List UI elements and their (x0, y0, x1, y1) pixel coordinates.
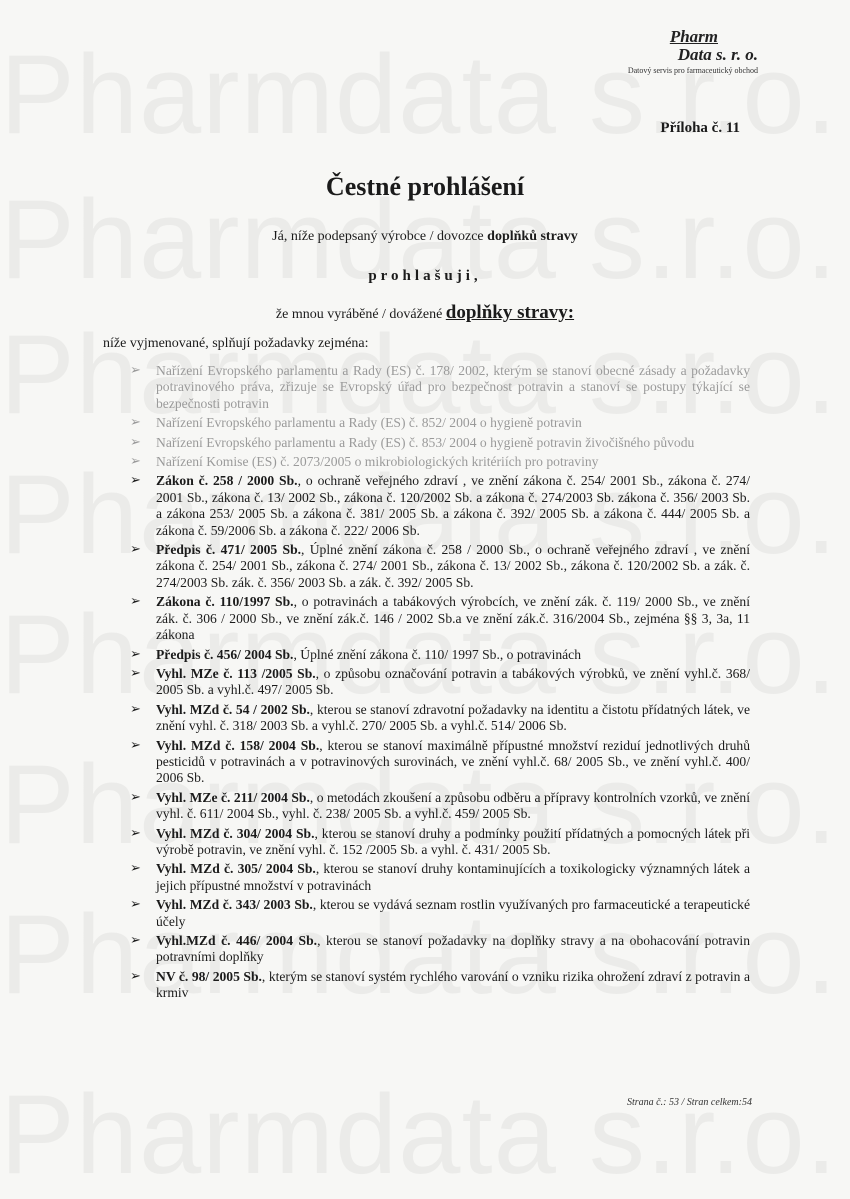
legal-item-text: Nařízení Evropského parlamentu a Rady (ES) č. 852/ 2004 o hygieně potravin (156, 415, 582, 431)
legal-item (130, 542, 750, 591)
legal-item-citation: Zákon č. 258 / 2000 Sb. (156, 473, 298, 489)
arrow-bullet-icon: ➢ (130, 861, 141, 877)
legal-item-text: Nařízení Evropského parlamentu a Rady (ES) č. 853/ 2004 o hygieně potravin živočišného původu (156, 434, 695, 450)
legal-item (130, 826, 750, 859)
legal-item-citation: Vyhl. MZd č. 54 / 2002 Sb. (156, 701, 310, 717)
legal-item (130, 415, 750, 431)
legal-item-text: Nařízení Komise (ES) č. 2073/2005 o mikrobiologických kritériích pro potraviny (156, 454, 599, 470)
arrow-bullet-icon: ➢ (130, 789, 141, 805)
arrow-bullet-icon: ➢ (130, 897, 141, 913)
legal-item (130, 647, 750, 663)
legal-item-text: Nařízení Evropského parlamentu a Rady (ES) č. 178/ 2002, kterým se stanoví obecné zásady a požadavky potravinového práva, zřizuje se Evropský úřad pro bezpečnost potravin a stanoví se postupy týkající se bezpečnosti potravin (156, 363, 750, 411)
legal-list (130, 363, 750, 1005)
legal-item-text: , o metodách zkoušení a způsobu odběru a přípravy kontrolních vzorků, ve znění vyhl. č. 611/ 2004 Sb., vyhl. č. 238/ 2005 Sb. a vyhl.č. 459/ 2005 Sb. (156, 789, 750, 822)
legal-item-text: , kterou se stanoví zdravotní požadavky na identitu a čistotu přídatných látek, ve znění vyhl. č. 318/ 2003 Sb. a vyhl.č. 270/ 2005 Sb. a vyhl.č. 514/ 2006 Sb. (156, 701, 750, 734)
legal-item (130, 738, 750, 787)
company-logo (628, 28, 758, 75)
page-footer: Strana č.: 53 / Stran celkem:54 (627, 1097, 752, 1108)
arrow-bullet-icon: ➢ (130, 665, 141, 681)
legal-item-text: , o ochraně veřejného zdraví , ve znění zákona č. 254/ 2001 Sb., zákona č. 274/ 2001 Sb., zákona č. 13/ 2002 Sb., zákona č. 120/2002 Sb. a zákona č. 274/2003 Sb. zákona č. 356/ 2003 Sb. a zákona 253/ 2005 Sb. a zákona č. 381/ 2005 Sb. a zákona č. 392/ 2005 Sb. a zákona č. 444/ 2005 Sb. a zákona č. 59/2006 Sb. a zákona č. 222/ 2006 Sb. (156, 473, 750, 538)
legal-item-text: , kterou se vydává seznam rostlin využívaných pro farmaceutické a terapeutické účely (156, 897, 750, 929)
legal-item-citation: NV č. 98/ 2005 Sb. (156, 968, 262, 984)
legal-item (130, 473, 750, 539)
legal-item-citation: Předpis č. 471/ 2005 Sb. (156, 542, 302, 558)
logo-line-2: Data s. r. o. (677, 45, 758, 64)
arrow-bullet-icon: ➢ (130, 933, 141, 948)
arrow-bullet-icon: ➢ (130, 594, 141, 610)
intro-line (0, 229, 850, 245)
arrow-bullet-icon: ➢ (130, 542, 141, 558)
legal-item (130, 666, 750, 699)
legal-item-citation: Zákona č. 110/1997 Sb. (156, 594, 294, 610)
arrow-bullet-icon: ➢ (130, 415, 141, 431)
legal-item-citation: Vyhl. MZe č. 113 /2005 Sb. (156, 665, 316, 681)
logo-tagline: Datový servis pro farmaceutický obchod (627, 66, 758, 75)
declaration-word: prohlašuji, (368, 268, 482, 284)
legal-item (130, 790, 750, 823)
legal-item-text: , kterou se stanoví druhy kontaminujících a toxikologicky významných látek a jejich přípustné množství v potravinách (156, 861, 751, 893)
logo-line-1: Pharm (669, 27, 718, 46)
intro-text: Já, níže podepsaný výrobce / dovozce (272, 229, 488, 244)
arrow-bullet-icon: ➢ (130, 968, 141, 984)
legal-item-text: , Úplné znění zákona č. 258 / 2000 Sb., o ochraně veřejného zdraví , ve znění zákona č. 254/ 2001 Sb., zákona č. 274/ 2001 Sb., zákona č. 13/ 2002 Sb., zákona č. 120/2002 Sb. a zák. č. 274/2003 Sb. zák. č. 356/ 2003 Sb. a zák. č. 392/ 2005 Sb. (156, 542, 750, 590)
arrow-bullet-icon: ➢ (130, 825, 141, 841)
legal-item-text: , kterým se stanoví systém rychlého varování o vzniku rizika ohrožení zdraví z potravin a krmiv (156, 968, 750, 1001)
legal-item-text: , kterou se stanoví požadavky na doplňky stravy a na obohacování potravin potravními doplňky (156, 933, 750, 965)
legal-item-citation: Vyhl. MZd č. 304/ 2004 Sb. (156, 825, 315, 841)
listed-intro: níže vyjmenované, splňují požadavky zejména: (103, 336, 369, 351)
legal-item-citation: Vyhl. MZd č. 343/ 2003 Sb. (156, 897, 313, 913)
document-title: Čestné prohlášení (325, 172, 525, 201)
legal-item (130, 969, 750, 1002)
legal-item-text: , kterou se stanoví druhy a podmínky použití přídatných a pomocných látek při výrobě potravin, ve znění vyhl. č. 152 /2005 Sb. a vyhl. č. 431/ 2005 Sb. (156, 825, 750, 857)
legal-item-citation: Vyhl. MZd č. 305/ 2004 Sb. (156, 861, 316, 877)
legal-item-citation: Vyhl. MZd č. 158/ 2004 Sb. (156, 737, 320, 753)
legal-item (130, 861, 750, 894)
arrow-bullet-icon: ➢ (130, 473, 141, 489)
arrow-bullet-icon: ➢ (130, 454, 141, 470)
legal-item (130, 897, 750, 930)
intro-bold: doplňků stravy (487, 229, 578, 244)
legal-item-citation: Vyhl.MZd č. 446/ 2004 Sb. (156, 933, 318, 948)
watermark-row (0, 1070, 850, 1199)
legal-item (130, 454, 750, 470)
produced-bold: doplňky stravy: (445, 302, 575, 323)
arrow-bullet-icon: ➢ (130, 737, 141, 753)
annex-label: Příloha č. 11 (660, 120, 740, 136)
arrow-bullet-icon: ➢ (130, 363, 141, 378)
legal-item-text: , o způsobu označování potravin a tabákových výrobků, ve znění vyhl.č. 368/ 2005 Sb. a vyhl.č. 497/ 2005 Sb. (156, 665, 750, 698)
legal-item-text: , o potravinách a tabákových výrobcích, ve znění zák. č. 119/ 2000 Sb., ve znění zák. č. 306 / 2000 Sb., ve znění zák.č. 146 / 2002 Sb.a ve znění zák.č. 316/2004 Sb., zejména §§ 3, 3a, 11 zákona (156, 594, 750, 643)
legal-item (130, 933, 750, 966)
legal-item-citation: Předpis č. 456/ 2004 Sb. (156, 646, 294, 662)
legal-item (130, 702, 750, 735)
legal-item-text: , kterou se stanoví maximálně přípustné množství reziduí jednotlivých druhů pesticidů v potravinách a v potravinových surovinách, ve znění vyhl.č. 68/ 2005 Sb., ve znění vyhl.č. 400/ 2006 Sb. (156, 737, 751, 786)
legal-item-citation: Vyhl. MZe č. 211/ 2004 Sb. (156, 789, 310, 805)
arrow-bullet-icon: ➢ (130, 646, 141, 662)
legal-item (130, 363, 750, 412)
legal-item (130, 594, 750, 643)
arrow-bullet-icon: ➢ (130, 701, 141, 717)
produced-line (0, 302, 850, 324)
logo-wordmark (628, 28, 758, 64)
arrow-bullet-icon: ➢ (130, 434, 141, 450)
legal-item (130, 435, 750, 451)
legal-item-text: , Úplné znění zákona č. 110/ 1997 Sb., o potravinách (293, 646, 582, 662)
produced-text: že mnou vyráběné / dovážené (275, 307, 446, 322)
